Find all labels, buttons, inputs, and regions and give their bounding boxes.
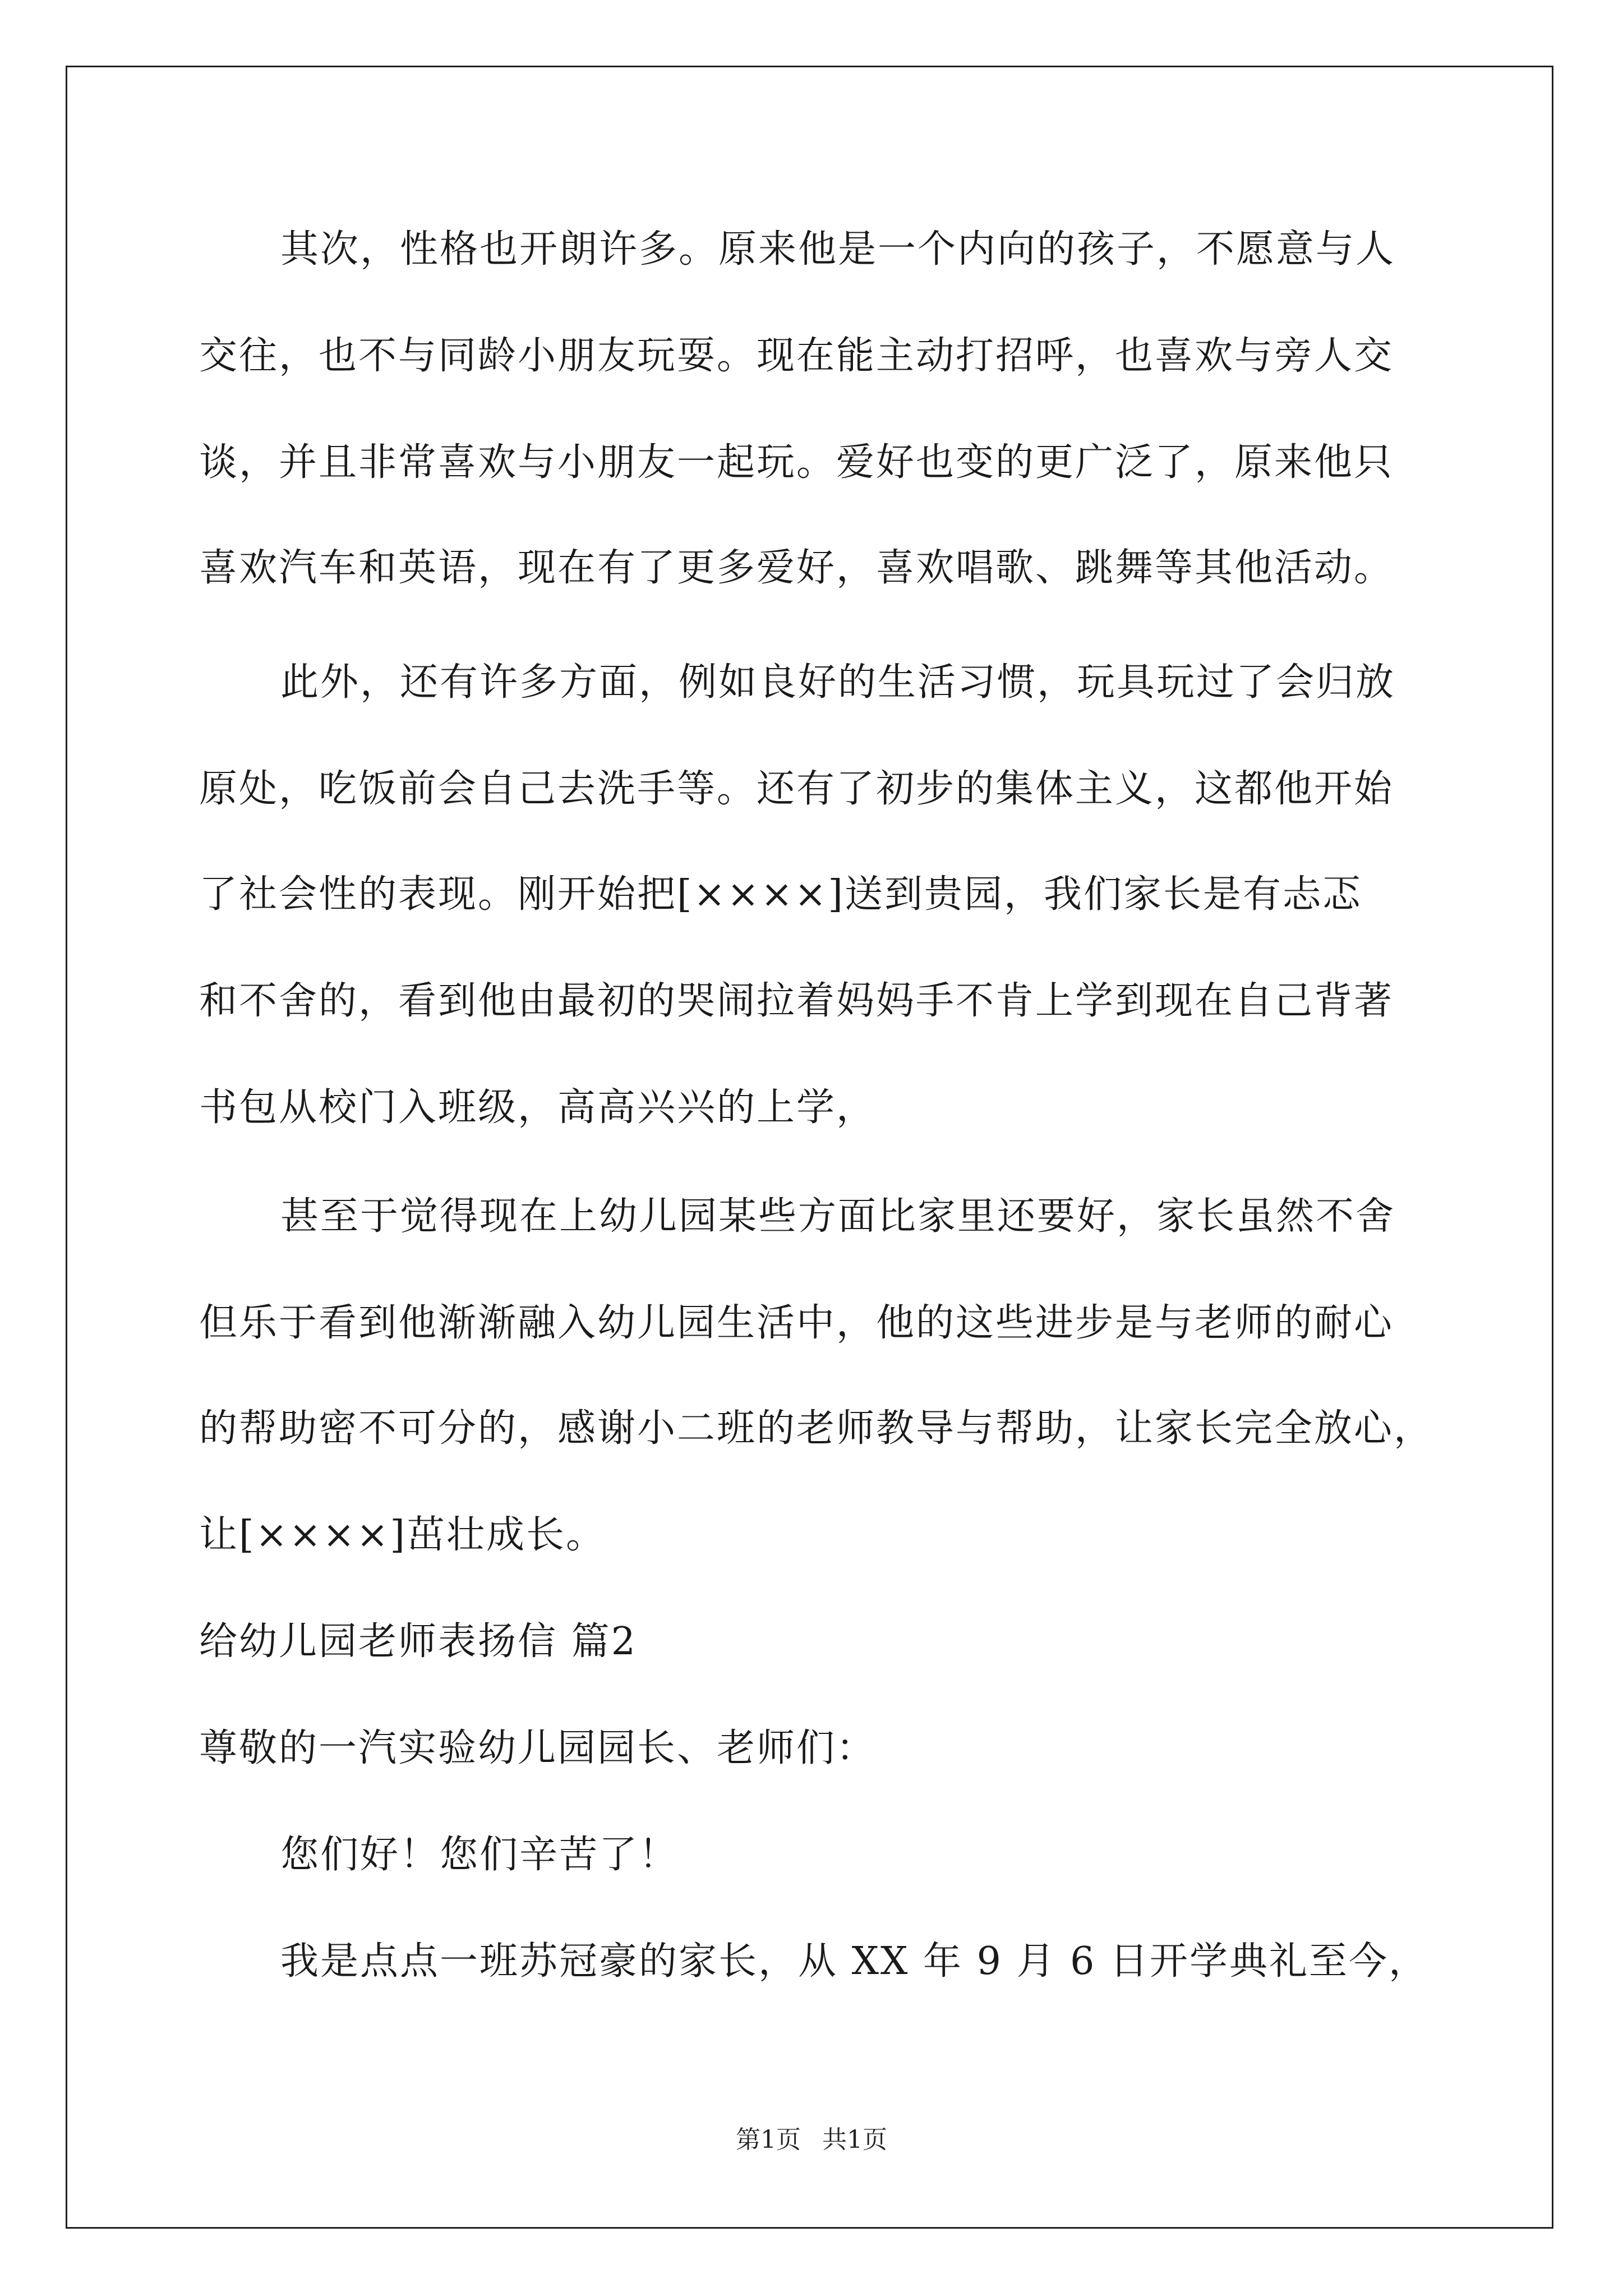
- section-heading: 给幼儿园老师表扬信 篇2: [199, 1619, 637, 1664]
- paragraph-line: 和不舍的，看到他由最初的哭闹拉着妈妈手不肯上学到现在自己背著: [199, 979, 1394, 1023]
- paragraph-line: 我是点点一班苏冠豪的家长，从 XX 年 9 月 6 日开学典礼至今，: [280, 1939, 1429, 1984]
- paragraph-line: 书包从校门入班级，高高兴兴的上学，: [199, 1085, 877, 1130]
- paragraph-line: 谈，并且非常喜欢与小朋友一起玩。爱好也变的更广泛了，原来他只: [199, 440, 1394, 485]
- page-footer: [0, 2123, 1623, 2157]
- paragraph-line: 但乐于看到他渐渐融入幼儿园生活中，他的这些进步是与老师的耐心: [199, 1301, 1394, 1345]
- paragraph-line: 让[××××]茁壮成长。: [199, 1513, 606, 1557]
- paragraph-line: 交往，也不与同龄小朋友玩耍。现在能主动打招呼，也喜欢与旁人交: [199, 334, 1394, 378]
- paragraph-line: 甚至于觉得现在上幼儿园某些方面比家里还要好，家长虽然不舍: [280, 1194, 1396, 1239]
- paragraph-line: 的帮助密不可分的，感谢小二班的老师教导与帮助，让家长完全放心，: [199, 1406, 1434, 1451]
- page-total: 共1页: [822, 2125, 887, 2154]
- greeting-line: 您们好！您们辛苦了！: [280, 1833, 679, 1877]
- paragraph-line: 喜欢汽车和英语，现在有了更多爱好，喜欢唱歌、跳舞等其他活动。: [199, 546, 1394, 590]
- paragraph-line: 此外，还有许多方面，例如良好的生活习惯，玩具玩过了会归放: [280, 660, 1396, 705]
- page-number: 第1页: [736, 2125, 801, 2154]
- paragraph-line: 了社会性的表现。刚开始把[××××]送到贵园，我们家长是有忐忑: [199, 872, 1362, 917]
- page-border: [66, 66, 1553, 2229]
- paragraph-line: 原处，吃饭前会自己去洗手等。还有了初步的集体主义，这都他开始: [199, 767, 1394, 811]
- salutation: 尊敬的一汽实验幼儿园园长、老师们：: [199, 1726, 877, 1770]
- paragraph-line: 其次，性格也开朗许多。原来他是一个内向的孩子，不愿意与人: [280, 227, 1396, 272]
